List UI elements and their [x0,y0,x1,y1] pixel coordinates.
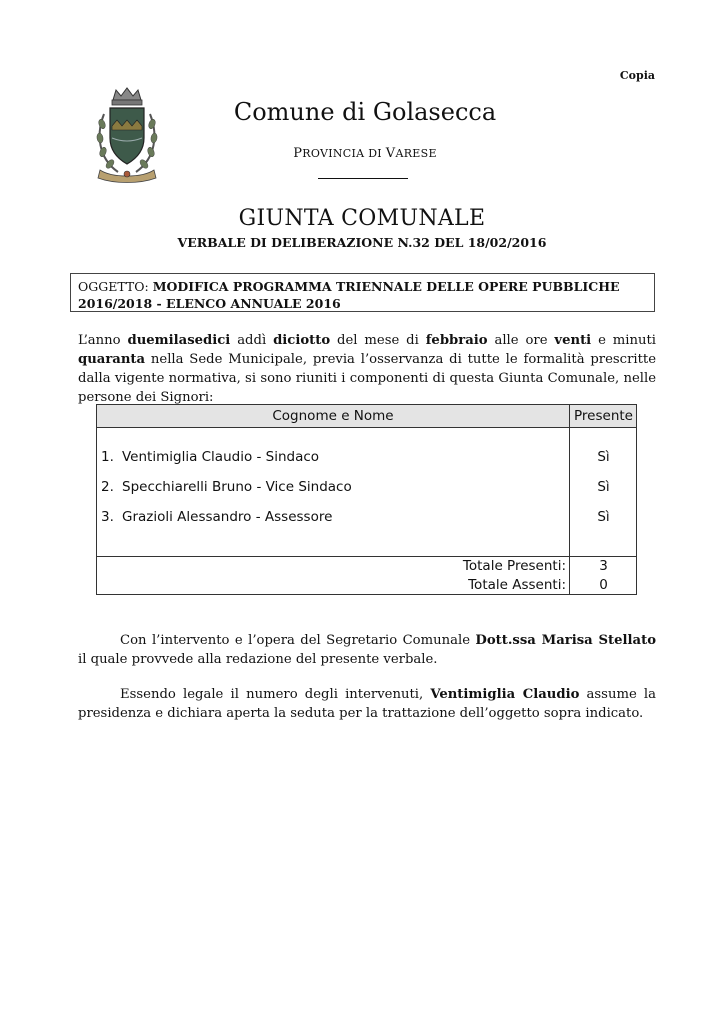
intro-text: addì [230,333,274,348]
secretary-text: il quale provvede alla redazione del presente verbale. [78,652,438,667]
member-presente: Sì [597,449,610,465]
intro-day: diciotto [273,333,331,348]
intro-text: del mese di [330,333,426,348]
president-name: Ventimiglia Claudio [430,687,580,702]
member-presente: Sì [597,479,610,495]
section-title: GIUNTA COMUNALE [238,206,486,231]
presidency-text: Essendo legale il numero degli intervenuti, [120,687,431,702]
member-name: Specchiarelli Bruno - Vice Sindaco [122,479,352,495]
total-present-label: Totale Presenti: [462,558,566,574]
title-divider [318,178,408,179]
province-line [200,146,530,161]
intro-year: duemilasedici [127,333,231,348]
deliberation-reference: VERBALE DI DELIBERAZIONE N.32 DEL 18/02/2016 [177,235,547,250]
coat-of-arms-icon [94,86,160,184]
row-number: 3. [101,509,114,525]
table-row [97,479,636,499]
copy-label: Copia [619,69,655,82]
row-number: 2. [101,479,114,495]
intro-text: alle ore [487,333,555,348]
member-presente: Sì [597,509,610,525]
intro-minutes: quaranta [78,352,146,367]
intro-month: febbraio [425,333,488,348]
subject-box [70,273,655,312]
intro-hour: venti [554,333,592,348]
town-title: Comune di Golasecca [233,98,497,126]
intro-paragraph [78,331,656,407]
total-present-value: 3 [599,558,608,574]
secretary-name: Dott.ssa Marisa Stellato [475,633,656,648]
table-row [97,449,636,469]
subject-text: MODIFICA PROGRAMMA TRIENNALE DELLE OPERE PUBBLICHE 2016/2018 - ELENCO ANNUALE 2016 [78,279,620,311]
member-name: Ventimiglia Claudio - Sindaco [122,449,320,465]
province-v: V [385,146,396,161]
presidency-text: assume la presidenza e dichiara aperta la seduta per la trattazione dell’oggetto sopra indicato. [78,687,656,721]
intro-text: e minuti [591,333,657,348]
secretary-paragraph [78,631,656,669]
member-name: Grazioli Alessandro - Assessore [122,509,333,525]
province-rovincia: ROVINCIA DI [302,147,386,160]
column-header-name: Cognome e Nome [272,408,394,424]
members-table [96,404,637,595]
intro-text: L’anno [78,333,128,348]
intro-text: nella Sede Municipale, previa l’osservanza di tutte le formalità prescritte dalla vigente normativa, si sono riuniti i componenti di questa Giunta Comunale, nelle persone dei Signori: [78,352,656,405]
totals-divider [97,556,636,557]
row-number: 1. [101,449,114,465]
total-absent-value: 0 [599,577,608,593]
province-arese: ARESE [395,147,437,160]
column-header-presente: Presente [574,408,633,424]
secretary-text: Con l’intervento e l’opera del Segretario Comunale [120,633,476,648]
subject-label: OGGETTO: [78,279,153,294]
presidency-paragraph [78,685,656,723]
total-absent-label: Totale Assenti: [468,577,566,593]
table-row [97,509,636,529]
province-p: P [293,146,303,161]
